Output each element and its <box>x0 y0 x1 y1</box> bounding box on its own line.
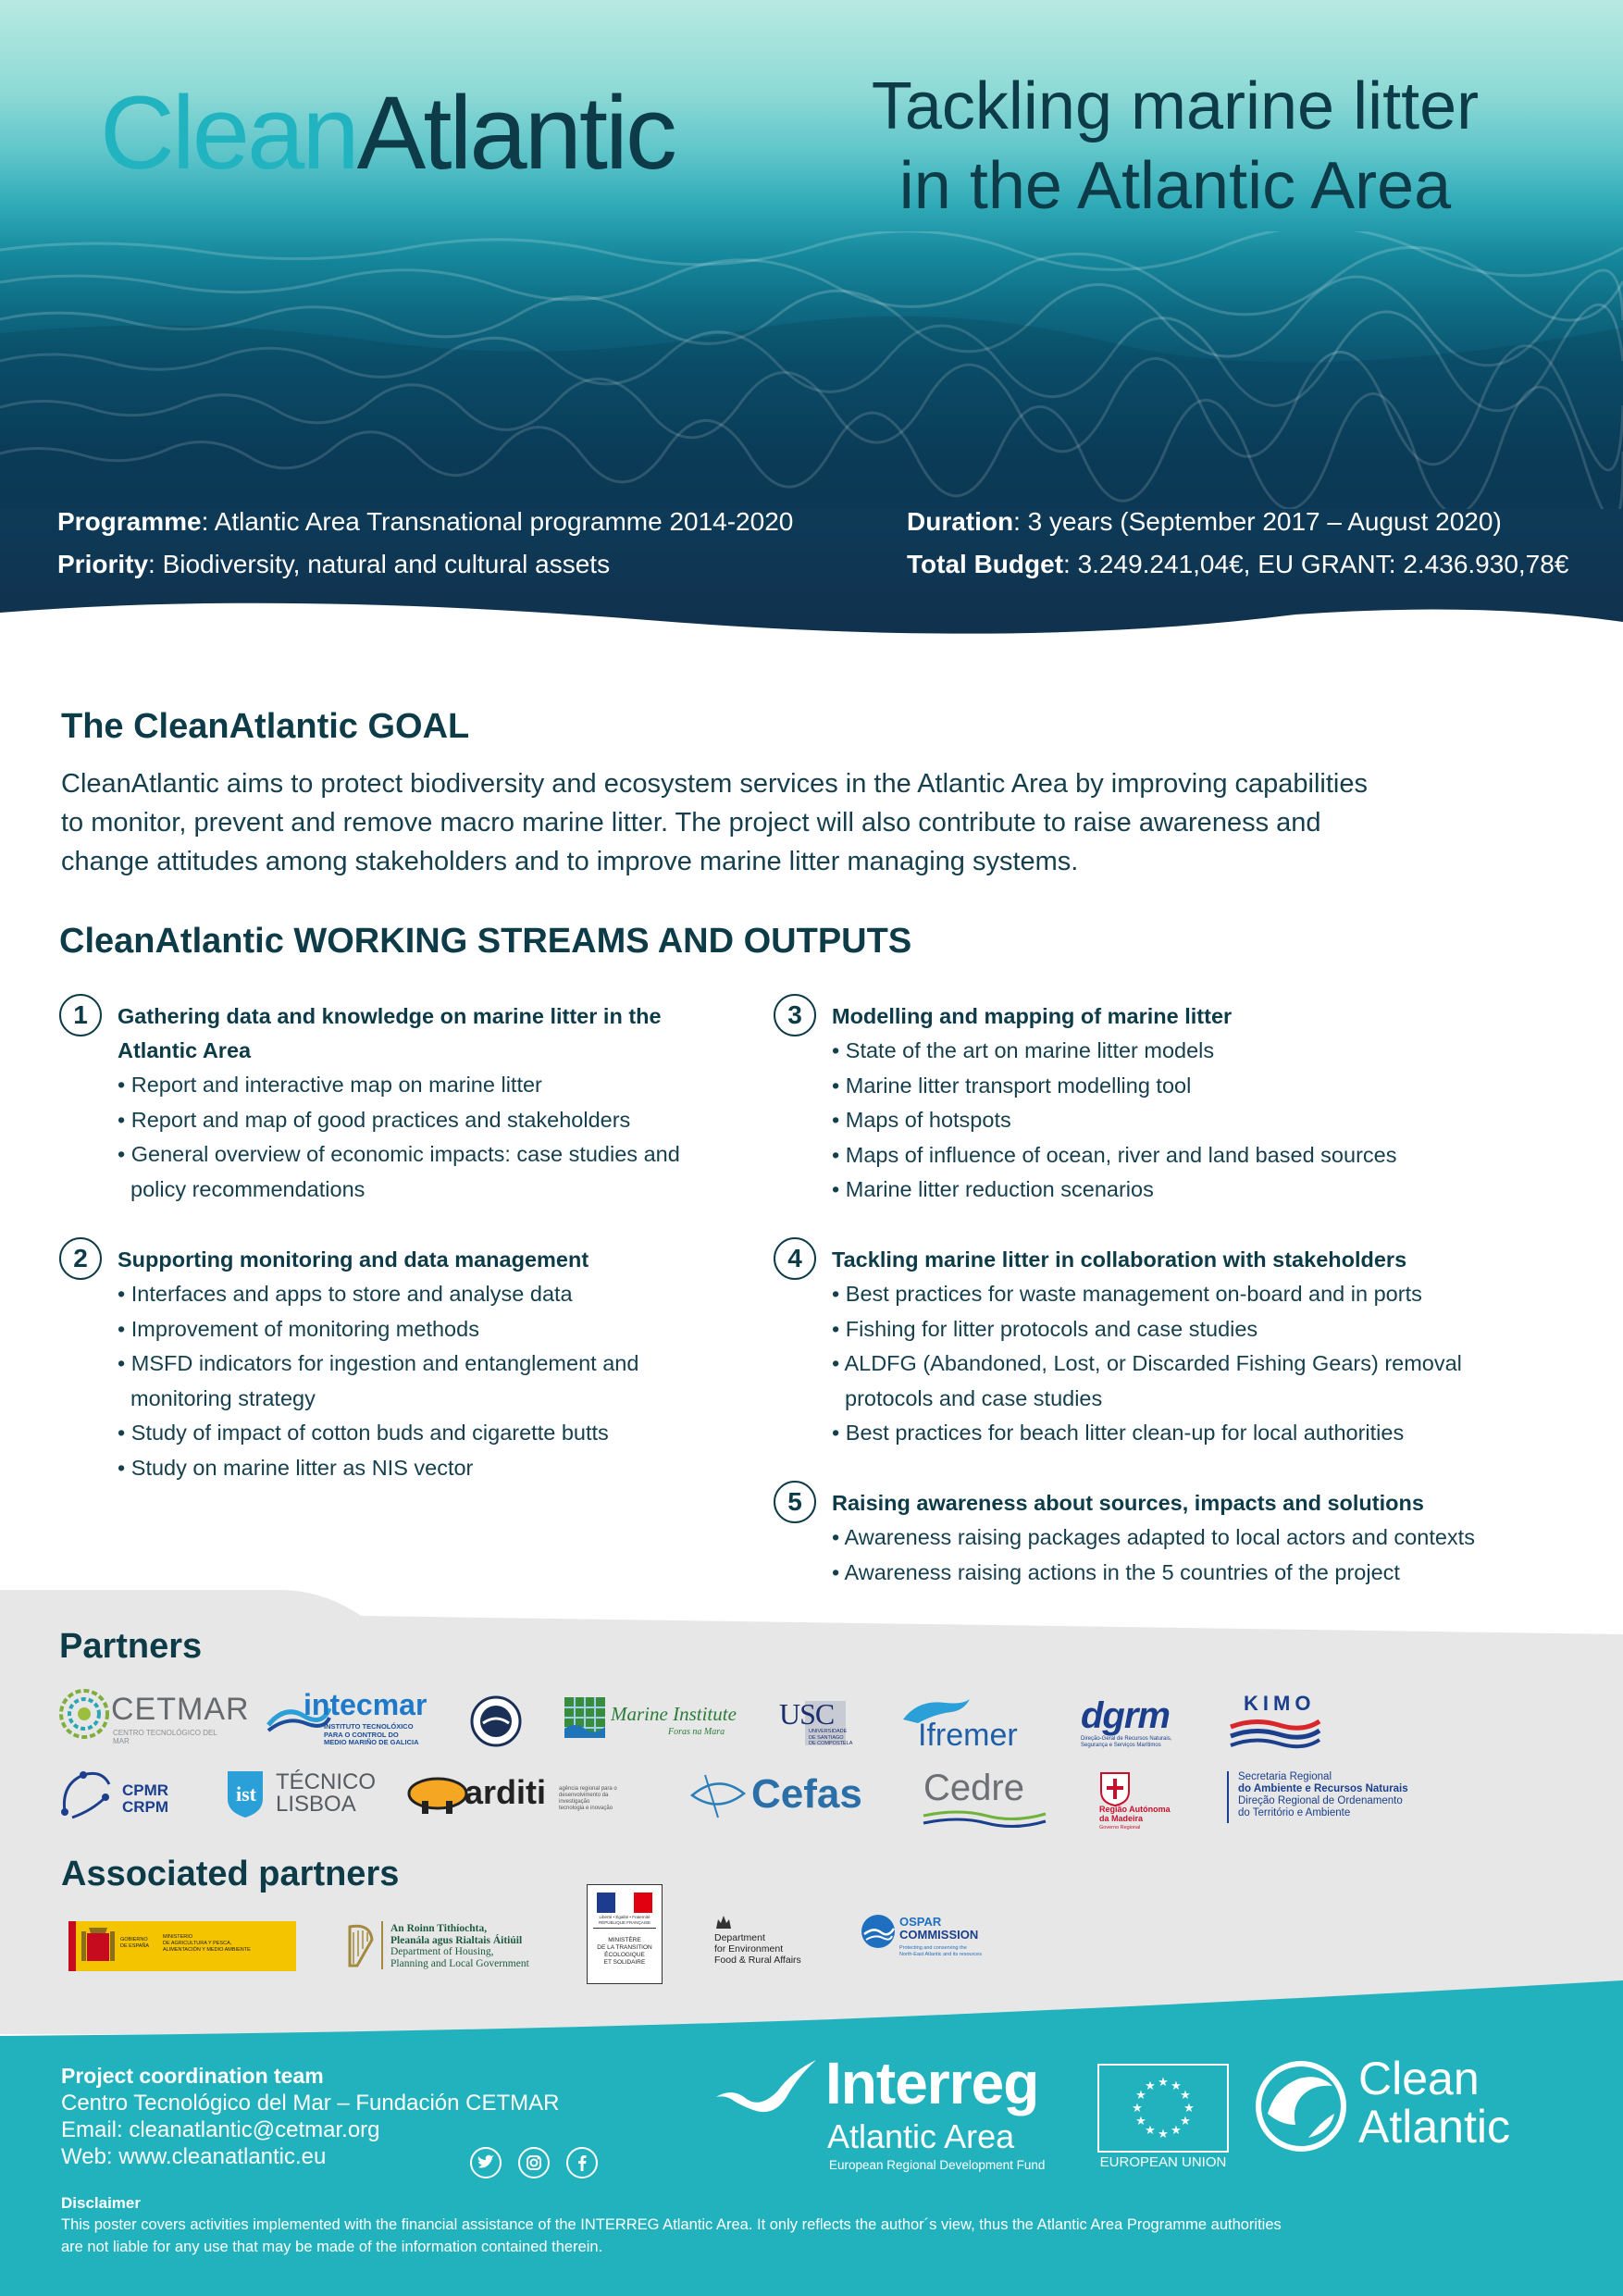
ireland-line: Planning and Local Government <box>390 1957 529 1969</box>
madeira-crest-icon <box>1099 1771 1131 1806</box>
stream-title-line: Supporting monitoring and data management <box>118 1247 589 1272</box>
list-item: • Maps of influence of ocean, river and land based sources <box>832 1138 1572 1173</box>
ireland-divider <box>381 1921 383 1969</box>
list-item: • Maps of hotspots <box>832 1103 1572 1138</box>
xunta-seal-icon <box>470 1695 522 1747</box>
hero-banner <box>0 0 1623 648</box>
spain-line: MINISTERIO <box>163 1934 193 1940</box>
arditi-name: arditi <box>465 1773 547 1811</box>
goal-line-1: CleanAtlantic aims to protect biodiversity and ecosystem services in the Atlantic Area by improving capabilities <box>61 769 1368 799</box>
team-website[interactable]: Web: www.cleanatlantic.eu <box>61 2144 327 2169</box>
france-ministry-logo <box>587 1884 663 1984</box>
cetmar-logo <box>59 1688 250 1745</box>
footer-logo-clean: Clean <box>1358 2053 1480 2104</box>
programme-value: : Atlantic Area Transnational programme 2014-2020 <box>201 507 794 536</box>
list-item: • State of the art on marine litter models <box>832 1034 1572 1069</box>
interreg-area: Atlantic Area <box>827 2117 1015 2155</box>
ireland-dept-text <box>390 1923 529 1969</box>
ospar-globe-icon <box>861 1914 896 1949</box>
spain-line: DE ESPAÑA <box>120 1943 150 1949</box>
madeira-secretaria <box>1223 1771 1427 1819</box>
duration-info <box>907 501 1568 586</box>
tecnico-name <box>276 1771 376 1816</box>
svg-text:ist: ist <box>236 1782 256 1806</box>
goal-line-2: to monitor, prevent and remove macro marine litter. The project will also contribute to raise awareness and <box>61 808 1321 838</box>
kimo-waves-icon <box>1227 1716 1323 1749</box>
cpmr-name <box>122 1782 168 1816</box>
cleanatlantic-footer-logo <box>1255 2053 1532 2153</box>
instagram-icon[interactable] <box>518 2147 550 2178</box>
madeira-r-line: do Território e Ambiente <box>1238 1807 1351 1818</box>
goal-text <box>61 764 1569 881</box>
stream-number: 3 <box>774 994 816 1036</box>
list-item: • Improvement of monitoring methods <box>118 1312 756 1347</box>
intecmar-sub-line: MEDIO MARIÑO DE GALICIA <box>324 1738 419 1746</box>
stream-title <box>832 999 1232 1034</box>
usc-name: USC <box>779 1697 835 1731</box>
footer-logo-text <box>1358 2054 1510 2151</box>
arditi-mark-icon <box>407 1777 468 1814</box>
stream-number: 2 <box>59 1237 102 1280</box>
marine-institute-subtitle: Foras na Mara <box>668 1727 725 1737</box>
disclaimer-title: Disclaimer <box>61 2194 141 2212</box>
dgrm-subtitle <box>1081 1736 1171 1749</box>
svg-text:★: ★ <box>1135 2115 1146 2128</box>
svg-text:★: ★ <box>1135 2089 1146 2103</box>
svg-text:★: ★ <box>1158 2076 1169 2090</box>
facebook-glyph <box>568 2149 596 2177</box>
logo-atlantic-text: Atlantic <box>356 75 675 191</box>
ospar-line: COMMISSION <box>899 1928 979 1942</box>
priority-row <box>57 543 793 586</box>
france-line: MINISTÈRE <box>608 1937 641 1943</box>
interreg-name: Interreg <box>825 2050 1039 2116</box>
list-item: • MSFD indicators for ingestion and entanglement and monitoring strategy <box>118 1347 737 1416</box>
arditi-sub-line: tecnologia e inovação <box>559 1806 613 1811</box>
svg-text:★: ★ <box>1132 2102 1143 2116</box>
marine-institute-name: Marine Institute <box>611 1703 737 1725</box>
goal-line-3: change attitudes among stakeholders and to improve marine litter managing systems. <box>61 847 1079 876</box>
usc-sub-line: DE SANTIAGO <box>809 1734 844 1741</box>
intecmar-name: intecmar <box>304 1688 427 1721</box>
programme-info <box>57 501 793 586</box>
cedre-name: Cedre <box>923 1768 1024 1808</box>
usc-sub-line: UNIVERSIDADE <box>809 1729 848 1734</box>
spain-ministry-text <box>163 1934 251 1954</box>
svg-text:★: ★ <box>1171 2079 1182 2093</box>
programme-row <box>57 501 793 543</box>
interreg-fund: European Regional Development Fund <box>829 2158 1046 2172</box>
ifremer-name: Ifremer <box>918 1718 1018 1753</box>
stream-title-line: Raising awareness about sources, impacts and solutions <box>832 1491 1424 1515</box>
intecmar-sub-line: PARA O CONTROL DO <box>324 1730 399 1739</box>
cedre-waves-icon <box>922 1808 1047 1829</box>
arditi-sub-line: agência regional para o <box>559 1786 617 1792</box>
madeira-line: da Madeira <box>1099 1814 1144 1823</box>
budget-value: : 3.249.241,04€, EU GRANT: 2.436.930,78€ <box>1063 550 1569 578</box>
svg-text:★: ★ <box>1145 2079 1156 2093</box>
tagline-line-2: in the Atlantic Area <box>898 149 1452 223</box>
facebook-icon[interactable] <box>566 2147 598 2178</box>
ocean-waves <box>0 231 1623 509</box>
defra-text <box>714 1932 801 1966</box>
svg-text:★: ★ <box>1180 2089 1191 2103</box>
spain-line: ALIMENTACIÓN Y MEDIO AMBIENTE <box>163 1947 251 1953</box>
disclaimer-line-1: This poster covers activities implemented with the financial assistance of the INTERREG Atlantic Area. It only reflects the author´s view, thus the Atlantic Area Programme authorities <box>61 2216 1282 2233</box>
dgrm-logo <box>1081 1695 1201 1751</box>
list-item: • Awareness raising actions in the 5 countries of the project <box>832 1556 1591 1591</box>
intecmar-sub-line: INSTITUTO TECNOLÓXICO <box>324 1722 414 1731</box>
defra-line: Department <box>714 1932 765 1943</box>
hero-tagline <box>796 67 1555 226</box>
stream-title-line: Tackling marine litter in collaboration with stakeholders <box>832 1247 1407 1272</box>
arditi-subtitle <box>559 1786 638 1812</box>
france-motto <box>588 1915 662 1925</box>
spain-ministry-logo <box>68 1921 296 1971</box>
streams-heading: CleanAtlantic WORKING STREAMS AND OUTPUTS <box>59 922 912 961</box>
stream-title-line: Modelling and mapping of marine litter <box>832 1004 1233 1028</box>
ospar-logo <box>861 1914 1009 1969</box>
cleanatlantic-globe-icon <box>1255 2060 1347 2153</box>
twitter-icon[interactable] <box>470 2147 502 2178</box>
ireland-department-logo <box>344 1921 548 1973</box>
dgrm-name: dgrm <box>1081 1695 1170 1736</box>
footer-logo-atlantic: Atlantic <box>1358 2101 1510 2153</box>
svg-text:★: ★ <box>1171 2124 1182 2138</box>
france-ministry-text <box>588 1937 662 1967</box>
tecnico-line: TÉCNICO <box>276 1769 376 1794</box>
duration-row <box>907 501 1568 543</box>
defra-line: Food & Rural Affairs <box>714 1955 801 1966</box>
french-flag-icon <box>597 1893 652 1913</box>
tagline-line-1: Tackling marine litter <box>871 69 1480 143</box>
kimo-logo <box>1227 1692 1329 1751</box>
usc-subtitle <box>809 1729 852 1747</box>
cpmr-line: CRPM <box>122 1798 169 1816</box>
cefas-logo <box>687 1768 872 1823</box>
ireland-line: An Roinn Tithíochta, <box>390 1923 488 1934</box>
list-item: • Study of impact of cotton buds and cigarette butts <box>118 1416 756 1451</box>
stream-number: 1 <box>59 994 102 1036</box>
list-item: • Fishing for litter protocols and case studies <box>832 1312 1563 1347</box>
interreg-swoosh-icon <box>712 2056 820 2116</box>
dgrm-sub-line: Direção-Geral de Recursos Naturais, <box>1081 1736 1172 1742</box>
madeira-line: Região Autónoma <box>1099 1805 1171 1814</box>
spain-gov-text <box>120 1937 149 1950</box>
arditi-sub-line: desenvolvimento da investigação <box>559 1793 609 1805</box>
madeira-r-line: Secretaria Regional <box>1238 1771 1332 1782</box>
eu-label: EUROPEAN UNION <box>1099 2154 1227 2170</box>
stream-items <box>832 1034 1572 1208</box>
list-item: • Marine litter reduction scenarios <box>832 1173 1572 1208</box>
defra-logo <box>712 1914 824 1969</box>
priority-value: : Biodiversity, natural and cultural assets <box>148 550 611 578</box>
ospar-line: OSPAR <box>899 1915 942 1929</box>
list-item: • Interfaces and apps to store and analyse data <box>118 1277 756 1312</box>
ospar-line: Protecting and conserving the <box>899 1945 967 1951</box>
spain-line: GOBIERNO <box>120 1937 148 1942</box>
madeira-logo <box>1099 1771 1432 1831</box>
madeira-line: Governo Regional <box>1099 1825 1141 1831</box>
madeira-name <box>1099 1805 1171 1832</box>
cedre-logo <box>922 1768 1051 1829</box>
cleanatlantic-logo <box>100 75 675 191</box>
tecnico-line: LISBOA <box>276 1792 356 1817</box>
ospar-line: North-East Atlantic and its resources <box>899 1952 982 1957</box>
cpmr-logo <box>56 1766 185 1825</box>
stream-items <box>832 1520 1591 1590</box>
stream-items <box>832 1277 1563 1451</box>
ireland-line: Pleanála agus Rialtais Áitiúil <box>390 1934 523 1946</box>
cpmr-line: CPMR <box>122 1781 169 1799</box>
arditi-logo <box>407 1773 638 1819</box>
eu-stars <box>1099 2066 1227 2151</box>
france-line: ET SOLIDAIRE <box>603 1959 646 1966</box>
france-line: ÉCOLOGIQUE <box>604 1952 645 1958</box>
madeira-r-line: Direção Regional de Ordenamento <box>1238 1795 1403 1806</box>
eu-flag-icon <box>1097 2064 1229 2153</box>
budget-row <box>907 543 1568 586</box>
france-divider <box>593 1928 656 1929</box>
stream-items <box>118 1277 756 1485</box>
usc-sub-line: DE COMPOSTELA <box>809 1741 853 1746</box>
ospar-name <box>899 1916 978 1942</box>
cetmar-globe-icon <box>59 1688 109 1740</box>
stream-title <box>118 999 662 1068</box>
twitter-glyph <box>472 2149 500 2177</box>
duration-value: : 3 years (September 2017 – August 2020) <box>1013 507 1502 536</box>
stream-items <box>118 1068 747 1207</box>
marine-institute-logo <box>563 1695 738 1742</box>
stream-number: 4 <box>774 1237 816 1280</box>
intecmar-logo <box>266 1688 433 1744</box>
list-item: • Report and map of good practices and stakeholders <box>118 1103 747 1138</box>
svg-text:★: ★ <box>1180 2115 1191 2128</box>
hero-bottom-curve <box>0 594 1623 648</box>
tecnico-lisboa-logo <box>224 1768 376 1823</box>
ifremer-logo <box>899 1697 1047 1753</box>
disclaimer-line-2: are not liable for any use that may be made of the information contained therein. <box>61 2239 603 2255</box>
usc-logo <box>779 1697 857 1747</box>
cetmar-subtitle: CENTRO TECNOLÓGICO DEL MAR <box>113 1729 217 1745</box>
interreg-logo <box>712 2050 1083 2177</box>
spain-line: DE AGRICULTURA Y PESCA, <box>163 1941 232 1946</box>
stream-title-line: Atlantic Area <box>118 1038 252 1062</box>
svg-text:★: ★ <box>1145 2124 1156 2138</box>
stream-title <box>832 1243 1406 1277</box>
team-email[interactable]: Email: cleanatlantic@cetmar.org <box>61 2117 380 2142</box>
cefas-fish-icon <box>687 1768 751 1819</box>
team-organisation: Centro Tecnológico del Mar – Fundación CETMAR <box>61 2091 560 2116</box>
stream-title <box>832 1486 1424 1520</box>
france-line: Liberté • Égalité • Fraternité <box>599 1915 650 1919</box>
dgrm-sub-line: Segurança e Serviços Marítimos <box>1081 1743 1161 1748</box>
duration-label: Duration <box>907 507 1014 536</box>
list-item: • ALDFG (Abandoned, Lost, or Discarded Fishing Gears) removal protocols and case studies <box>832 1347 1535 1416</box>
instagram-glyph <box>520 2149 548 2177</box>
svg-text:★: ★ <box>1158 2128 1169 2141</box>
kimo-name: KIMO <box>1244 1692 1316 1715</box>
partners-heading: Partners <box>59 1627 203 1666</box>
intecmar-subtitle <box>324 1723 419 1747</box>
cefas-name: Cefas <box>751 1771 862 1817</box>
ireland-line: Department of Housing, <box>390 1946 494 1957</box>
harp-icon <box>344 1923 376 1969</box>
stream-title-line: Gathering data and knowledge on marine litter in the <box>118 1004 662 1028</box>
defra-line: for Environment <box>714 1943 784 1955</box>
spain-flag-stripe <box>68 1921 76 1971</box>
svg-text:★: ★ <box>1183 2102 1195 2116</box>
budget-label: Total Budget <box>907 550 1064 578</box>
madeira-r-line: do Ambiente e Recursos Naturais <box>1238 1783 1408 1794</box>
programme-label: Programme <box>57 507 202 536</box>
france-line: DE LA TRANSITION <box>597 1944 652 1951</box>
spain-coat-of-arms-icon <box>80 1926 117 1967</box>
stream-number: 5 <box>774 1481 816 1523</box>
priority-label: Priority <box>57 550 149 578</box>
list-item: • General overview of economic impacts: case studies and policy recommendations <box>118 1137 719 1207</box>
marine-institute-grid-icon <box>563 1695 607 1740</box>
list-item: • Marine litter transport modelling tool <box>832 1069 1572 1104</box>
cetmar-name: CETMAR <box>111 1692 250 1727</box>
team-title: Project coordination team <box>61 2064 324 2088</box>
disclaimer <box>61 2193 1542 2258</box>
associated-partners-heading: Associated partners <box>61 1855 400 1893</box>
list-item: • Awareness raising packages adapted to local actors and contexts <box>832 1520 1591 1556</box>
goal-heading: The CleanAtlantic GOAL <box>61 707 470 746</box>
royal-crest-icon <box>714 1914 733 1930</box>
list-item: • Report and interactive map on marine litter <box>118 1068 747 1103</box>
logo-clean-text: Clean <box>100 75 357 191</box>
france-line: RÉPUBLIQUE FRANÇAISE <box>598 1919 650 1925</box>
list-item: • Study on marine litter as NIS vector <box>118 1451 756 1486</box>
stream-title <box>118 1243 588 1277</box>
list-item: • Best practices for beach litter clean-up for local authorities <box>832 1416 1563 1451</box>
list-item: • Best practices for waste management on-board and in ports <box>832 1277 1563 1312</box>
cpmr-network-icon <box>56 1766 115 1825</box>
tecnico-shield-icon <box>224 1768 266 1819</box>
ospar-subtitle <box>899 1945 982 1958</box>
